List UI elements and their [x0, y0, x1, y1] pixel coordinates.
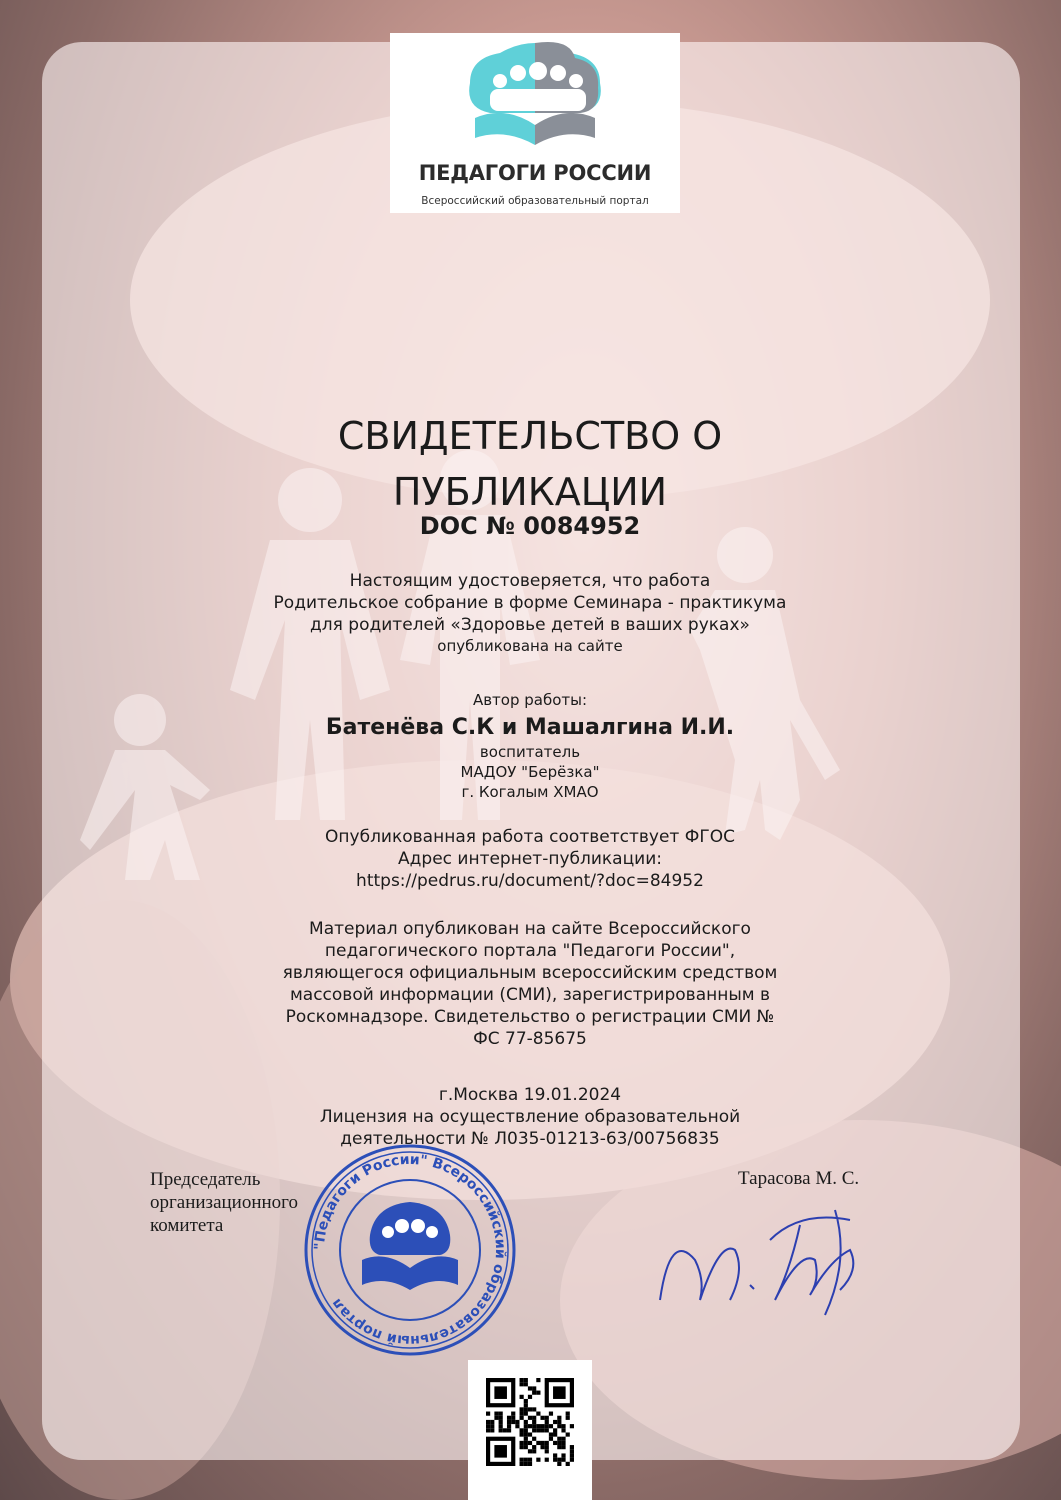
work-section: [60, 570, 1000, 656]
material-line-3: являющегося официальным всероссийским средством: [282, 963, 778, 983]
material-info: [60, 918, 1000, 1050]
place-date: г.Москва 19.01.2024: [438, 1085, 622, 1105]
chairman-line-3: комитета: [150, 1215, 224, 1236]
work-title-line-2: для родителей «Здоровье детей в ваших руках»: [310, 615, 750, 635]
seal-text: "Педагоги России" Всероссийский образовательный портал: [311, 1151, 509, 1349]
handwritten-signature-icon: [650, 1190, 880, 1320]
work-title-line-1: Родительское собрание в форме Семинара - практикума: [273, 593, 787, 613]
signer-name: Тарасова М. С.: [738, 1168, 860, 1189]
url-label: Адрес интернет-публикации:: [398, 849, 662, 869]
author-city: г. Когалым ХМАО: [461, 783, 599, 801]
publication-url: https://pedrus.ru/document/?doc=84952: [356, 871, 704, 891]
author-name: Батенёва С.К и Машалгина И.И.: [325, 715, 735, 740]
title-line-1: СВИДЕТЕЛЬСТВО О: [337, 414, 723, 458]
certificate-title: [60, 408, 1000, 520]
title-line-2: ПУБЛИКАЦИИ: [392, 470, 668, 514]
author-organization: МАДОУ "Берёзка": [460, 763, 600, 781]
logo-title: ПЕДАГОГИ РОССИИ: [418, 161, 652, 185]
publication-info: [60, 826, 1000, 892]
fgos-text: Опубликованная работа соответствует ФГОС: [325, 827, 735, 847]
official-seal-icon: [300, 1140, 520, 1360]
date-license: [60, 1084, 1000, 1150]
chairman-line-2: организационного: [150, 1192, 298, 1213]
qr-code-icon: [486, 1378, 574, 1466]
logo-subtitle: Всероссийский образовательный портал: [421, 195, 649, 207]
author-label: Автор работы:: [472, 691, 588, 709]
license-line-2: деятельности № Л035-01213-63/00756835: [340, 1129, 720, 1149]
license-line-1: Лицензия на осуществление образовательной: [319, 1107, 741, 1127]
material-line-5: Роскомнадзоре. Свидетельство о регистрации СМИ №: [285, 1007, 775, 1027]
qr-code-box: [468, 1360, 592, 1500]
published-on-site: опубликована на сайте: [437, 637, 623, 655]
portal-logo-icon: [390, 33, 680, 153]
material-line-2: педагогического портала "Педагоги России",: [324, 941, 736, 961]
doc-number: DOC № 0084952: [419, 512, 641, 540]
chairman-line-1: Председатель: [150, 1169, 261, 1190]
logo-box: [390, 33, 680, 213]
material-line-1: Материал опубликован на сайте Всероссийского: [309, 919, 751, 939]
intro-text: Настоящим удостоверяется, что работа: [349, 571, 711, 591]
material-line-4: массовой информации (СМИ), зарегистрированным в: [289, 985, 771, 1005]
material-line-6: ФС 77-85675: [473, 1029, 587, 1049]
author-section: [60, 690, 1000, 802]
author-position: воспитатель: [479, 743, 581, 761]
